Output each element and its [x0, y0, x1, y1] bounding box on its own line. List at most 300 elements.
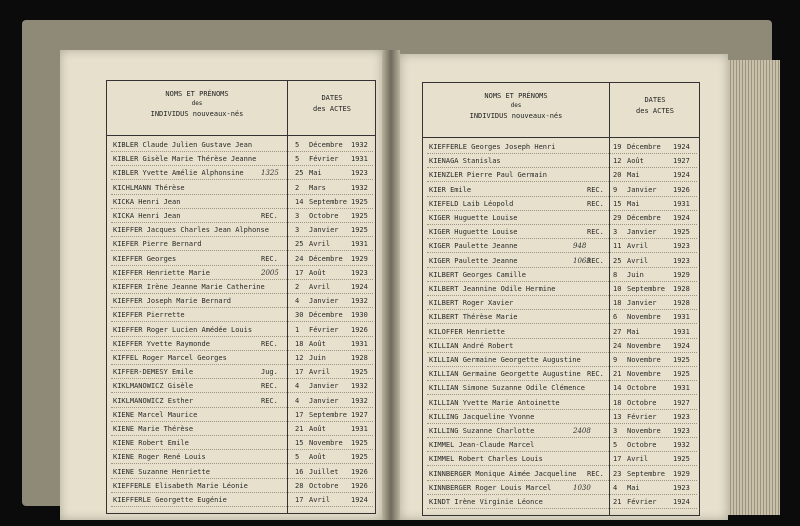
row-name: KIENE Marcel Maurice [113, 410, 198, 419]
row-note: 948 [573, 242, 587, 251]
row-d: 18 [295, 339, 304, 348]
row-y: 1929 [673, 270, 690, 279]
row-name: KIBLER Claude Julien Gustave Jean [113, 141, 253, 149]
row-m: Février [309, 155, 339, 164]
register-row [111, 293, 373, 308]
register-row [111, 165, 373, 180]
row-rec: REC. [261, 212, 278, 220]
row-name: KIGER Paulette Jeanne [429, 242, 518, 251]
row-d: 11 [613, 242, 622, 251]
register-row [111, 180, 373, 195]
row-y: 1923 [673, 427, 690, 435]
header-individus-label: INDIVIDUS [469, 112, 508, 120]
left-register-table [106, 80, 376, 514]
row-d: 14 [613, 384, 622, 393]
header-names-label: NOMS ET PRÉNOMS [484, 92, 548, 100]
row-d: 23 [613, 469, 622, 478]
row-d: 12 [295, 354, 304, 362]
row-note: 1030 [573, 483, 591, 492]
row-y: 1931 [673, 384, 690, 393]
page-edges [728, 60, 780, 515]
row-d: 15 [295, 439, 304, 448]
row-d: 17 [295, 268, 304, 277]
row-y: 1924 [673, 498, 690, 506]
row-m: Août [309, 268, 326, 277]
names-column-header [423, 91, 609, 121]
row-y: 1924 [673, 171, 690, 180]
register-row [111, 393, 373, 408]
register-row [111, 208, 373, 223]
header-des-label: des [191, 100, 203, 107]
row-rec: REC. [587, 185, 604, 194]
row-d: 25 [295, 169, 304, 178]
right-page [400, 54, 728, 520]
row-name: KILLIAN Germaine Georgette Augustine [429, 370, 581, 379]
row-name: KIENE Suzanne Henriette [113, 467, 210, 476]
row-m: Octobre [627, 384, 657, 393]
ledger-book [22, 20, 772, 506]
left-table-header [107, 81, 375, 136]
row-name: KIGER Huguette Louise [429, 214, 518, 222]
row-name: KIGER Paulette Jeanne [429, 256, 518, 265]
register-row [427, 196, 697, 211]
register-row [111, 137, 373, 152]
row-m: Janvier [627, 185, 657, 194]
row-name: KINNBERGER Roger Louis Marcel [429, 483, 552, 492]
row-m: Août [309, 453, 326, 462]
names-column-header [107, 89, 287, 119]
row-d: 9 [613, 356, 618, 364]
row-name: KIEFFER Irène Jeanne Marie Catherine [113, 283, 265, 291]
register-row [111, 307, 373, 322]
row-m: Septembre [309, 410, 347, 419]
row-d: 12 [613, 157, 622, 166]
row-y: 1928 [351, 354, 368, 362]
row-name: KIBLER Yvette Amélie Alphonsine [113, 169, 244, 178]
register-row [111, 407, 373, 422]
row-d: 5 [295, 155, 300, 164]
row-m: Avril [627, 256, 649, 265]
row-d: 4 [295, 396, 300, 405]
row-y: 1925 [351, 212, 368, 220]
row-name: KIENZLER Pierre Paul Germain [429, 171, 548, 180]
row-y: 1928 [673, 299, 690, 308]
book-gutter [382, 50, 400, 520]
row-m: Février [309, 325, 339, 334]
row-d: 17 [295, 368, 304, 377]
row-y: 1930 [351, 311, 368, 320]
row-name: KIMMEL Robert Charles Louis [429, 455, 543, 464]
row-y: 1925 [351, 439, 368, 448]
row-m: Août [309, 425, 326, 433]
row-name: KILBERT Georges Camille [429, 270, 526, 279]
row-d: 5 [295, 141, 300, 149]
row-m: Janvier [309, 297, 339, 306]
row-y: 1931 [673, 199, 690, 208]
row-y: 1931 [351, 425, 368, 433]
row-name: KIENAGA Stanislas [429, 157, 501, 166]
row-d: 5 [613, 441, 618, 450]
row-m: Novembre [627, 356, 661, 364]
row-y: 1923 [351, 268, 368, 277]
row-d: 17 [295, 410, 304, 419]
register-row [427, 423, 697, 438]
row-m: Avril [627, 242, 649, 251]
row-d: 24 [295, 254, 304, 263]
register-row [111, 265, 373, 280]
row-d: 18 [613, 398, 622, 407]
register-row [427, 437, 697, 452]
header-nouveaux-label: nouveaux-nés [511, 112, 563, 120]
row-name: KILBERT Roger Xavier [429, 299, 514, 308]
row-m: Décembre [627, 143, 661, 151]
register-row [427, 153, 697, 168]
row-d: 17 [613, 455, 622, 464]
register-row [427, 267, 697, 282]
row-name: KIENE Marie Thérèse [113, 425, 194, 433]
row-m: Janvier [627, 299, 657, 308]
row-y: 1926 [351, 325, 368, 334]
register-row [111, 222, 373, 237]
row-rec: Jug. [261, 368, 278, 377]
row-d: 8 [613, 270, 618, 279]
row-d: 19 [613, 143, 622, 151]
row-m: Décembre [309, 141, 343, 149]
row-m: Mai [627, 171, 640, 180]
right-register-table [422, 82, 700, 516]
header-nouveaux-label: nouveaux-nés [192, 110, 244, 118]
row-name: KILLIAN Germaine Georgette Augustine [429, 356, 581, 364]
register-row [111, 435, 373, 450]
row-y: 1927 [673, 398, 690, 407]
row-name: KIEFFERLE Georges Joseph Henri [429, 143, 556, 151]
register-row [427, 409, 697, 424]
header-individus-line [423, 111, 609, 121]
header-names-label: NOMS ET PRÉNOMS [165, 90, 229, 98]
row-y: 1923 [673, 256, 690, 265]
row-m: Avril [309, 240, 331, 249]
row-y: 1924 [673, 214, 690, 222]
row-y: 1929 [351, 254, 368, 263]
row-y: 1923 [673, 242, 690, 251]
register-row [111, 236, 373, 251]
row-rec: REC. [587, 469, 604, 478]
register-row [111, 492, 373, 507]
register-row [111, 449, 373, 464]
row-m: Septembre [627, 285, 665, 293]
row-y: 1924 [673, 341, 690, 350]
row-name: KIGER Huguette Louise [429, 228, 518, 237]
row-d: 6 [613, 313, 618, 322]
row-m: Novembre [627, 313, 661, 322]
row-name: KIENE Robert Emile [113, 439, 189, 448]
row-name: KIMMEL Jean-Claude Marcel [429, 441, 535, 450]
header-des-actes-label: des ACTES [636, 107, 674, 115]
row-m: Mai [627, 199, 640, 208]
row-m: Octobre [627, 441, 657, 450]
row-m: Décembre [309, 311, 343, 320]
row-m: Mai [309, 169, 322, 178]
register-row [427, 451, 697, 466]
row-rec: REC. [587, 256, 604, 265]
row-name: KIEFFER Joseph Marie Bernard [113, 297, 232, 306]
row-rec: REC. [587, 370, 604, 379]
row-m: Octobre [309, 212, 339, 220]
row-name: KICKA Henri Jean [113, 212, 181, 220]
row-name: KICHLMANN Thérèse [113, 183, 185, 192]
row-d: 21 [613, 370, 622, 379]
row-d: 24 [613, 341, 622, 350]
row-y: 1932 [351, 297, 368, 306]
row-y: 1931 [673, 313, 690, 322]
header-individus-line [107, 109, 287, 119]
row-name: KIEFFER Yvette Raymonde [113, 339, 210, 348]
register-row [111, 194, 373, 209]
row-d: 18 [613, 299, 622, 308]
row-y: 1925 [351, 226, 368, 235]
row-m: Novembre [627, 370, 661, 379]
register-row [427, 466, 697, 481]
register-row [427, 167, 697, 182]
row-y: 1932 [351, 141, 368, 149]
row-name: KILOFFER Henriette [429, 327, 505, 336]
row-m: Janvier [309, 396, 339, 405]
row-d: 9 [613, 185, 618, 194]
row-m: Mars [309, 183, 326, 192]
row-d: 20 [613, 171, 622, 180]
row-y: 1932 [351, 382, 368, 391]
register-row [427, 139, 697, 154]
row-rec: REC. [261, 382, 278, 391]
row-name: KILBERT Thérèse Marie [429, 313, 518, 322]
register-row [111, 364, 373, 379]
row-y: 1927 [351, 410, 368, 419]
register-row [427, 253, 697, 268]
row-y: 1931 [673, 327, 690, 336]
row-m: Juillet [309, 467, 339, 476]
row-y: 1925 [673, 370, 690, 379]
row-name: KIEFFER Henriette Marie [113, 268, 210, 277]
register-row [111, 251, 373, 266]
row-rec: REC. [261, 254, 278, 263]
row-y: 1924 [351, 496, 368, 504]
row-m: Février [627, 498, 657, 506]
row-y: 1927 [673, 157, 690, 166]
register-row [427, 210, 697, 225]
row-y: 1925 [351, 453, 368, 462]
row-y: 1924 [673, 143, 690, 151]
row-d: 15 [613, 199, 622, 208]
register-row [111, 151, 373, 166]
row-m: Avril [309, 496, 331, 504]
row-rec: REC. [261, 396, 278, 405]
register-row [427, 366, 697, 381]
row-y: 1931 [351, 240, 368, 249]
row-d: 4 [295, 297, 300, 306]
row-m: Juin [627, 270, 644, 279]
row-name: KIEFFERLE Georgette Eugénie [113, 496, 227, 504]
row-name: KIEFFERLE Elisabeth Marie Léonie [113, 481, 248, 490]
row-note: 1063 [573, 256, 591, 265]
register-row [111, 350, 373, 365]
header-dates-label: DATES [644, 96, 666, 104]
row-d: 4 [613, 483, 618, 492]
row-name: KIEFFER Georges [113, 254, 177, 263]
row-name: KINNBERGER Monique Aimée Jacqueline [429, 469, 577, 478]
register-row [427, 295, 697, 310]
row-rec: REC. [587, 228, 604, 237]
row-d: 21 [613, 498, 622, 506]
row-name: KIER Emile [429, 185, 472, 194]
row-y: 1929 [673, 469, 690, 478]
row-y: 1931 [351, 155, 368, 164]
row-y: 1932 [351, 396, 368, 405]
register-row [111, 464, 373, 479]
row-name: KIFFER-DEMESY Emile [113, 368, 194, 377]
row-name: KIEFELD Laib Léopold [429, 199, 514, 208]
row-m: Janvier [309, 382, 339, 391]
register-row [111, 378, 373, 393]
row-y: 1923 [673, 412, 690, 421]
row-name: KILBERT Jeannine Odile Hermine [429, 285, 556, 293]
register-row [427, 309, 697, 324]
register-row [427, 182, 697, 197]
row-m: Novembre [627, 427, 661, 435]
row-m: Septembre [309, 197, 347, 206]
row-y: 1925 [673, 228, 690, 237]
register-row [111, 322, 373, 337]
row-y: 1932 [351, 183, 368, 192]
row-y: 1923 [351, 169, 368, 178]
left-page [60, 50, 382, 520]
register-row [427, 238, 697, 253]
row-d: 30 [295, 311, 304, 320]
dates-column-header [289, 93, 375, 115]
row-d: 3 [613, 228, 618, 237]
row-d: 14 [295, 197, 304, 206]
register-row [427, 281, 697, 296]
header-individus-label: INDIVIDUS [150, 110, 189, 118]
row-d: 3 [613, 427, 618, 435]
register-row [427, 224, 697, 239]
row-y: 1931 [351, 339, 368, 348]
row-d: 10 [613, 285, 622, 293]
register-row [427, 324, 697, 339]
row-name: KIKLMANOWICZ Gisèle [113, 382, 194, 391]
register-row [427, 480, 697, 495]
row-m: Janvier [309, 226, 339, 235]
row-d: 28 [295, 481, 304, 490]
row-note: 2005 [261, 268, 279, 277]
row-y: 1923 [673, 483, 690, 492]
row-name: KILLIAN Yvette Marie Antoinette [429, 398, 560, 407]
row-d: 3 [295, 212, 300, 220]
row-m: Septembre [627, 469, 665, 478]
row-d: 16 [295, 467, 304, 476]
row-m: Novembre [309, 439, 343, 448]
row-d: 4 [295, 382, 300, 391]
row-name: KIENE Roger René Louis [113, 453, 206, 462]
row-y: 1925 [673, 455, 690, 464]
row-d: 27 [613, 327, 622, 336]
row-y: 1928 [673, 285, 690, 293]
row-d: 13 [613, 412, 622, 421]
row-m: Avril [309, 283, 331, 291]
register-row [427, 380, 697, 395]
row-d: 5 [295, 453, 300, 462]
row-m: Août [627, 157, 644, 166]
row-m: Novembre [627, 341, 661, 350]
row-d: 29 [613, 214, 622, 222]
row-d: 25 [613, 256, 622, 265]
row-m: Mai [627, 483, 640, 492]
row-name: KIKLMANOWICZ Esther [113, 396, 194, 405]
register-row [427, 395, 697, 410]
row-y: 1926 [351, 481, 368, 490]
row-name: KILLIAN Simone Suzanne Odile Clémence [429, 384, 585, 393]
row-y: 1926 [351, 467, 368, 476]
row-d: 3 [295, 226, 300, 235]
register-row [427, 338, 697, 353]
row-name: KILLING Jacqueline Yvonne [429, 412, 535, 421]
row-d: 25 [295, 240, 304, 249]
register-row [111, 279, 373, 294]
register-row [111, 336, 373, 351]
right-table-header [423, 83, 699, 138]
register-row [427, 352, 697, 367]
row-y: 1925 [673, 356, 690, 364]
row-m: Avril [627, 455, 649, 464]
row-name: KILLING Suzanne Charlotte [429, 427, 535, 435]
row-y: 1925 [351, 368, 368, 377]
row-m: Octobre [627, 398, 657, 407]
register-row [111, 421, 373, 436]
row-m: Février [627, 412, 657, 421]
row-y: 1932 [673, 441, 690, 450]
row-m: Janvier [627, 228, 657, 237]
row-d: 17 [295, 496, 304, 504]
row-d: 21 [295, 425, 304, 433]
row-m: Août [309, 339, 326, 348]
register-row [427, 494, 697, 509]
row-name: KIEFER Pierre Bernard [113, 240, 202, 249]
row-name: KICKA Henri Jean [113, 197, 181, 206]
row-d: 1 [295, 325, 300, 334]
row-name: KIEFFER Roger Lucien Amédée Louis [113, 325, 253, 334]
row-m: Octobre [309, 481, 339, 490]
dates-column-header [611, 95, 699, 117]
row-name: KIEFFER Pierrette [113, 311, 185, 320]
row-name: KIEFFER Jacques Charles Jean Alphonse [113, 226, 269, 235]
row-m: Décembre [309, 254, 343, 263]
row-m: Avril [309, 368, 331, 377]
row-y: 1926 [673, 185, 690, 194]
row-y: 1924 [351, 283, 368, 291]
register-row [111, 478, 373, 493]
header-dates-label: DATES [321, 94, 343, 102]
row-note: 2408 [573, 427, 591, 435]
row-rec: REC. [261, 339, 278, 348]
row-m: Juin [309, 354, 326, 362]
row-name: KINDT Irène Virginie Léonce [429, 498, 543, 506]
header-des-label: des [510, 102, 522, 109]
row-m: Décembre [627, 214, 661, 222]
row-y: 1925 [351, 197, 368, 206]
header-des-actes-label: des ACTES [313, 105, 351, 113]
row-rec: REC. [587, 199, 604, 208]
row-note: 1325 [261, 169, 279, 178]
row-name: KIBLER Gisèle Marie Thérèse Jeanne [113, 155, 257, 164]
